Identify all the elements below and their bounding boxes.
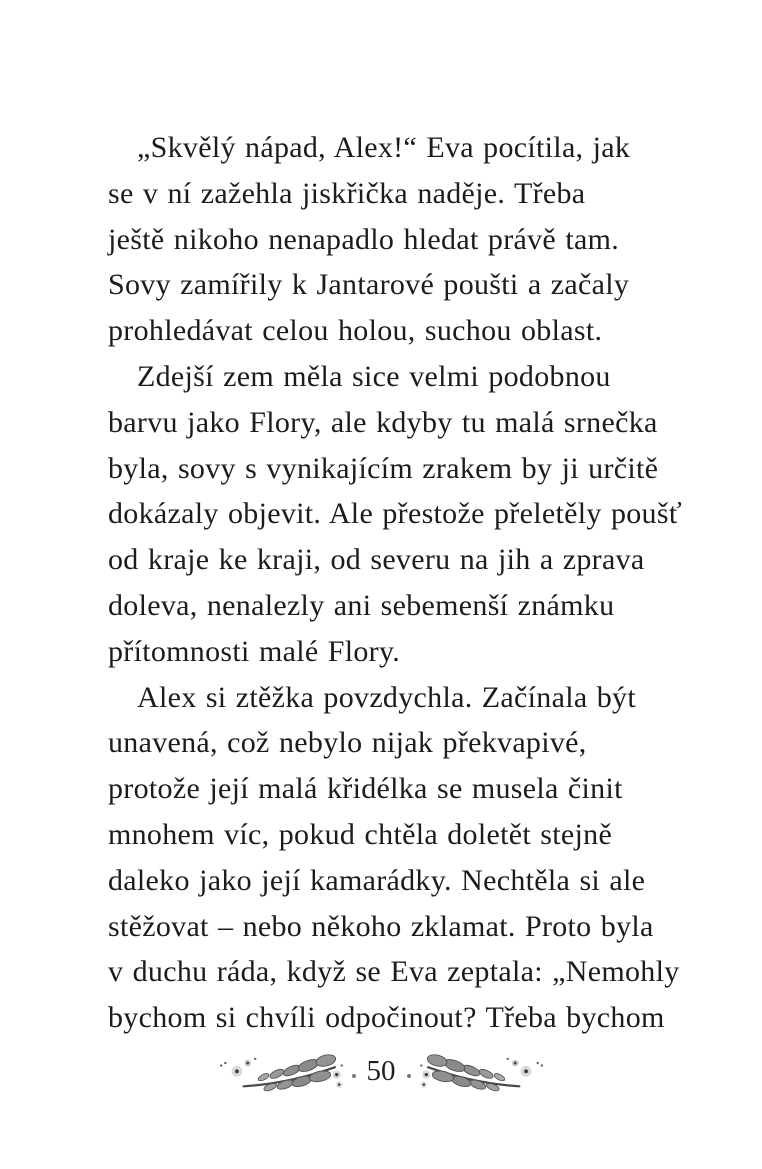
page-text (108, 125, 708, 1041)
text-line: Sovy zamířily k Jantarové poušti a začaly (108, 268, 630, 302)
dot-icon (352, 1074, 356, 1078)
text-line: od kraje ke kraji, od severu na jih a zprava (108, 543, 645, 577)
text-line: přítomnosti malé Flory. (108, 634, 401, 668)
text-line: ještě nikoho nenapadlo hledat právě tam. (108, 222, 619, 256)
page-number: 50 (366, 1054, 396, 1087)
paragraph (108, 354, 708, 675)
text-line: dokázaly objevit. Ale přestože přeletěly poušť (108, 497, 682, 531)
text-line: v duchu ráda, když se Eva zeptala: „Nemohly (108, 955, 680, 989)
text-line: se v ní zažehla jiskřička naděje. Třeba (108, 176, 586, 210)
text-line: doleva, nenalezly ani sebemenší známku (108, 588, 615, 622)
text-line: stěžovat – nebo někoho zklamat. Proto byla (108, 909, 654, 943)
text-line: mnohem víc, pokud chtěla doletět stejně (108, 817, 613, 851)
text-line: daleko jako její kamarádky. Nechtěla si ale (108, 863, 646, 897)
paragraph (108, 125, 708, 354)
text-line: „Skvělý nápad, Alex!“ Eva pocítila, jak (137, 131, 631, 164)
text-line: bychom si chvíli odpočinout? Třeba bychom (108, 1001, 665, 1035)
text-line: unavená, což nebylo nijak překvapivé, (108, 726, 587, 760)
text-line: byla, sovy s vynikajícím zrakem by ji určitě (108, 451, 659, 485)
paragraph (108, 675, 708, 1041)
dot-icon (407, 1074, 411, 1078)
laurel-branch-right-icon (418, 1050, 546, 1096)
text-line: Zdejší zem měla sice velmi podobnou (137, 359, 611, 393)
page-footer (0, 1046, 762, 1100)
text-line: protože její malá křidélka se musela činit (108, 772, 623, 806)
text-line: Alex si ztěžka povzdychla. Začínala být (137, 680, 636, 714)
laurel-branch-left-icon (217, 1050, 345, 1096)
text-line: prohledávat celou holou, suchou oblast. (108, 314, 603, 348)
text-line: barvu jako Flory, ale kdyby tu malá srnečka (108, 405, 658, 439)
